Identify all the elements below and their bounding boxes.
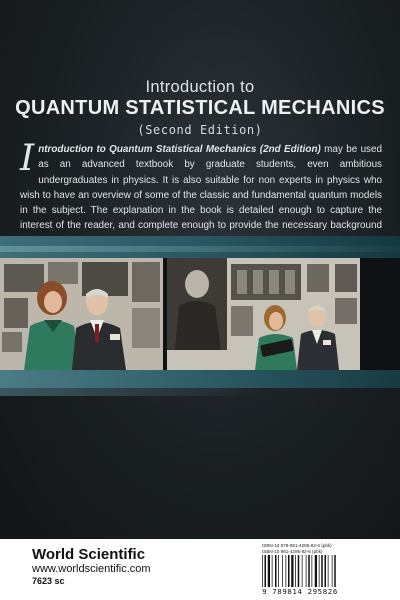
barcode-bar xyxy=(321,555,323,587)
barcode-bar xyxy=(306,555,307,587)
barcode-bar xyxy=(325,555,327,587)
photo-right xyxy=(167,258,360,370)
teal-band-bottom-shadow xyxy=(0,388,260,396)
photo-left xyxy=(0,258,163,370)
title-main: QUANTUM STATISTICAL MECHANICS xyxy=(15,97,385,119)
blurb-dropcap: I xyxy=(20,138,35,179)
barcode-icon xyxy=(262,555,338,587)
barcode-bar xyxy=(298,555,300,587)
barcode-bar xyxy=(291,555,293,587)
barcode-bar xyxy=(286,555,287,587)
barcode-bar xyxy=(328,555,329,587)
isbn-13-label: ISBN-13 978-981-4295-82-6 (pbk) xyxy=(262,543,332,548)
barcode-bar xyxy=(319,555,320,587)
barcode-bar xyxy=(278,555,279,587)
blurb-text: may be used as an advanced textbook by graduate students, even ambitious undergraduates in physics. It is also suitable for non experts in physics who wish to have an overview of some of the classic and fundamental quantum models in the subject. The explanation in the book is detailed enough to capture the interest of the reader, and complete enough to provide the necessary background xyxy=(20,144,382,232)
publisher-name: World Scientific xyxy=(32,546,146,563)
barcode-bar xyxy=(268,555,270,587)
barcode-bar xyxy=(288,555,290,587)
barcode-number: 9 789814 295826 xyxy=(262,587,338,596)
barcode-bar xyxy=(332,555,333,587)
barcode-bar xyxy=(315,555,317,587)
barcode-bar xyxy=(275,555,277,587)
catalog-code: 7623 sc xyxy=(32,576,65,586)
barcode-bar xyxy=(302,555,303,587)
teal-band-top-highlight xyxy=(0,246,400,252)
barcode-bar xyxy=(334,555,336,587)
barcode-bar xyxy=(312,555,313,587)
barcode-bar xyxy=(272,555,273,587)
photo-left-image xyxy=(0,258,163,370)
barcode-bar xyxy=(262,555,263,587)
teal-band-bottom xyxy=(0,370,400,388)
title-intro: Introduction to xyxy=(145,78,255,96)
barcode-bar xyxy=(282,555,283,587)
publisher-url: www.worldscientific.com xyxy=(32,563,151,575)
barcode-bar xyxy=(265,555,267,587)
edition-label: (Second Edition) xyxy=(137,123,263,137)
barcode-bar xyxy=(295,555,296,587)
isbn-10-label: ISBN-10 981-4295-82-6 (pbk) xyxy=(262,549,323,554)
blurb-book-title: ntroduction to Quantum Statistical Mechanics (2nd Edition) xyxy=(38,144,321,155)
barcode-bar xyxy=(308,555,310,587)
photo-right-image xyxy=(167,258,360,370)
